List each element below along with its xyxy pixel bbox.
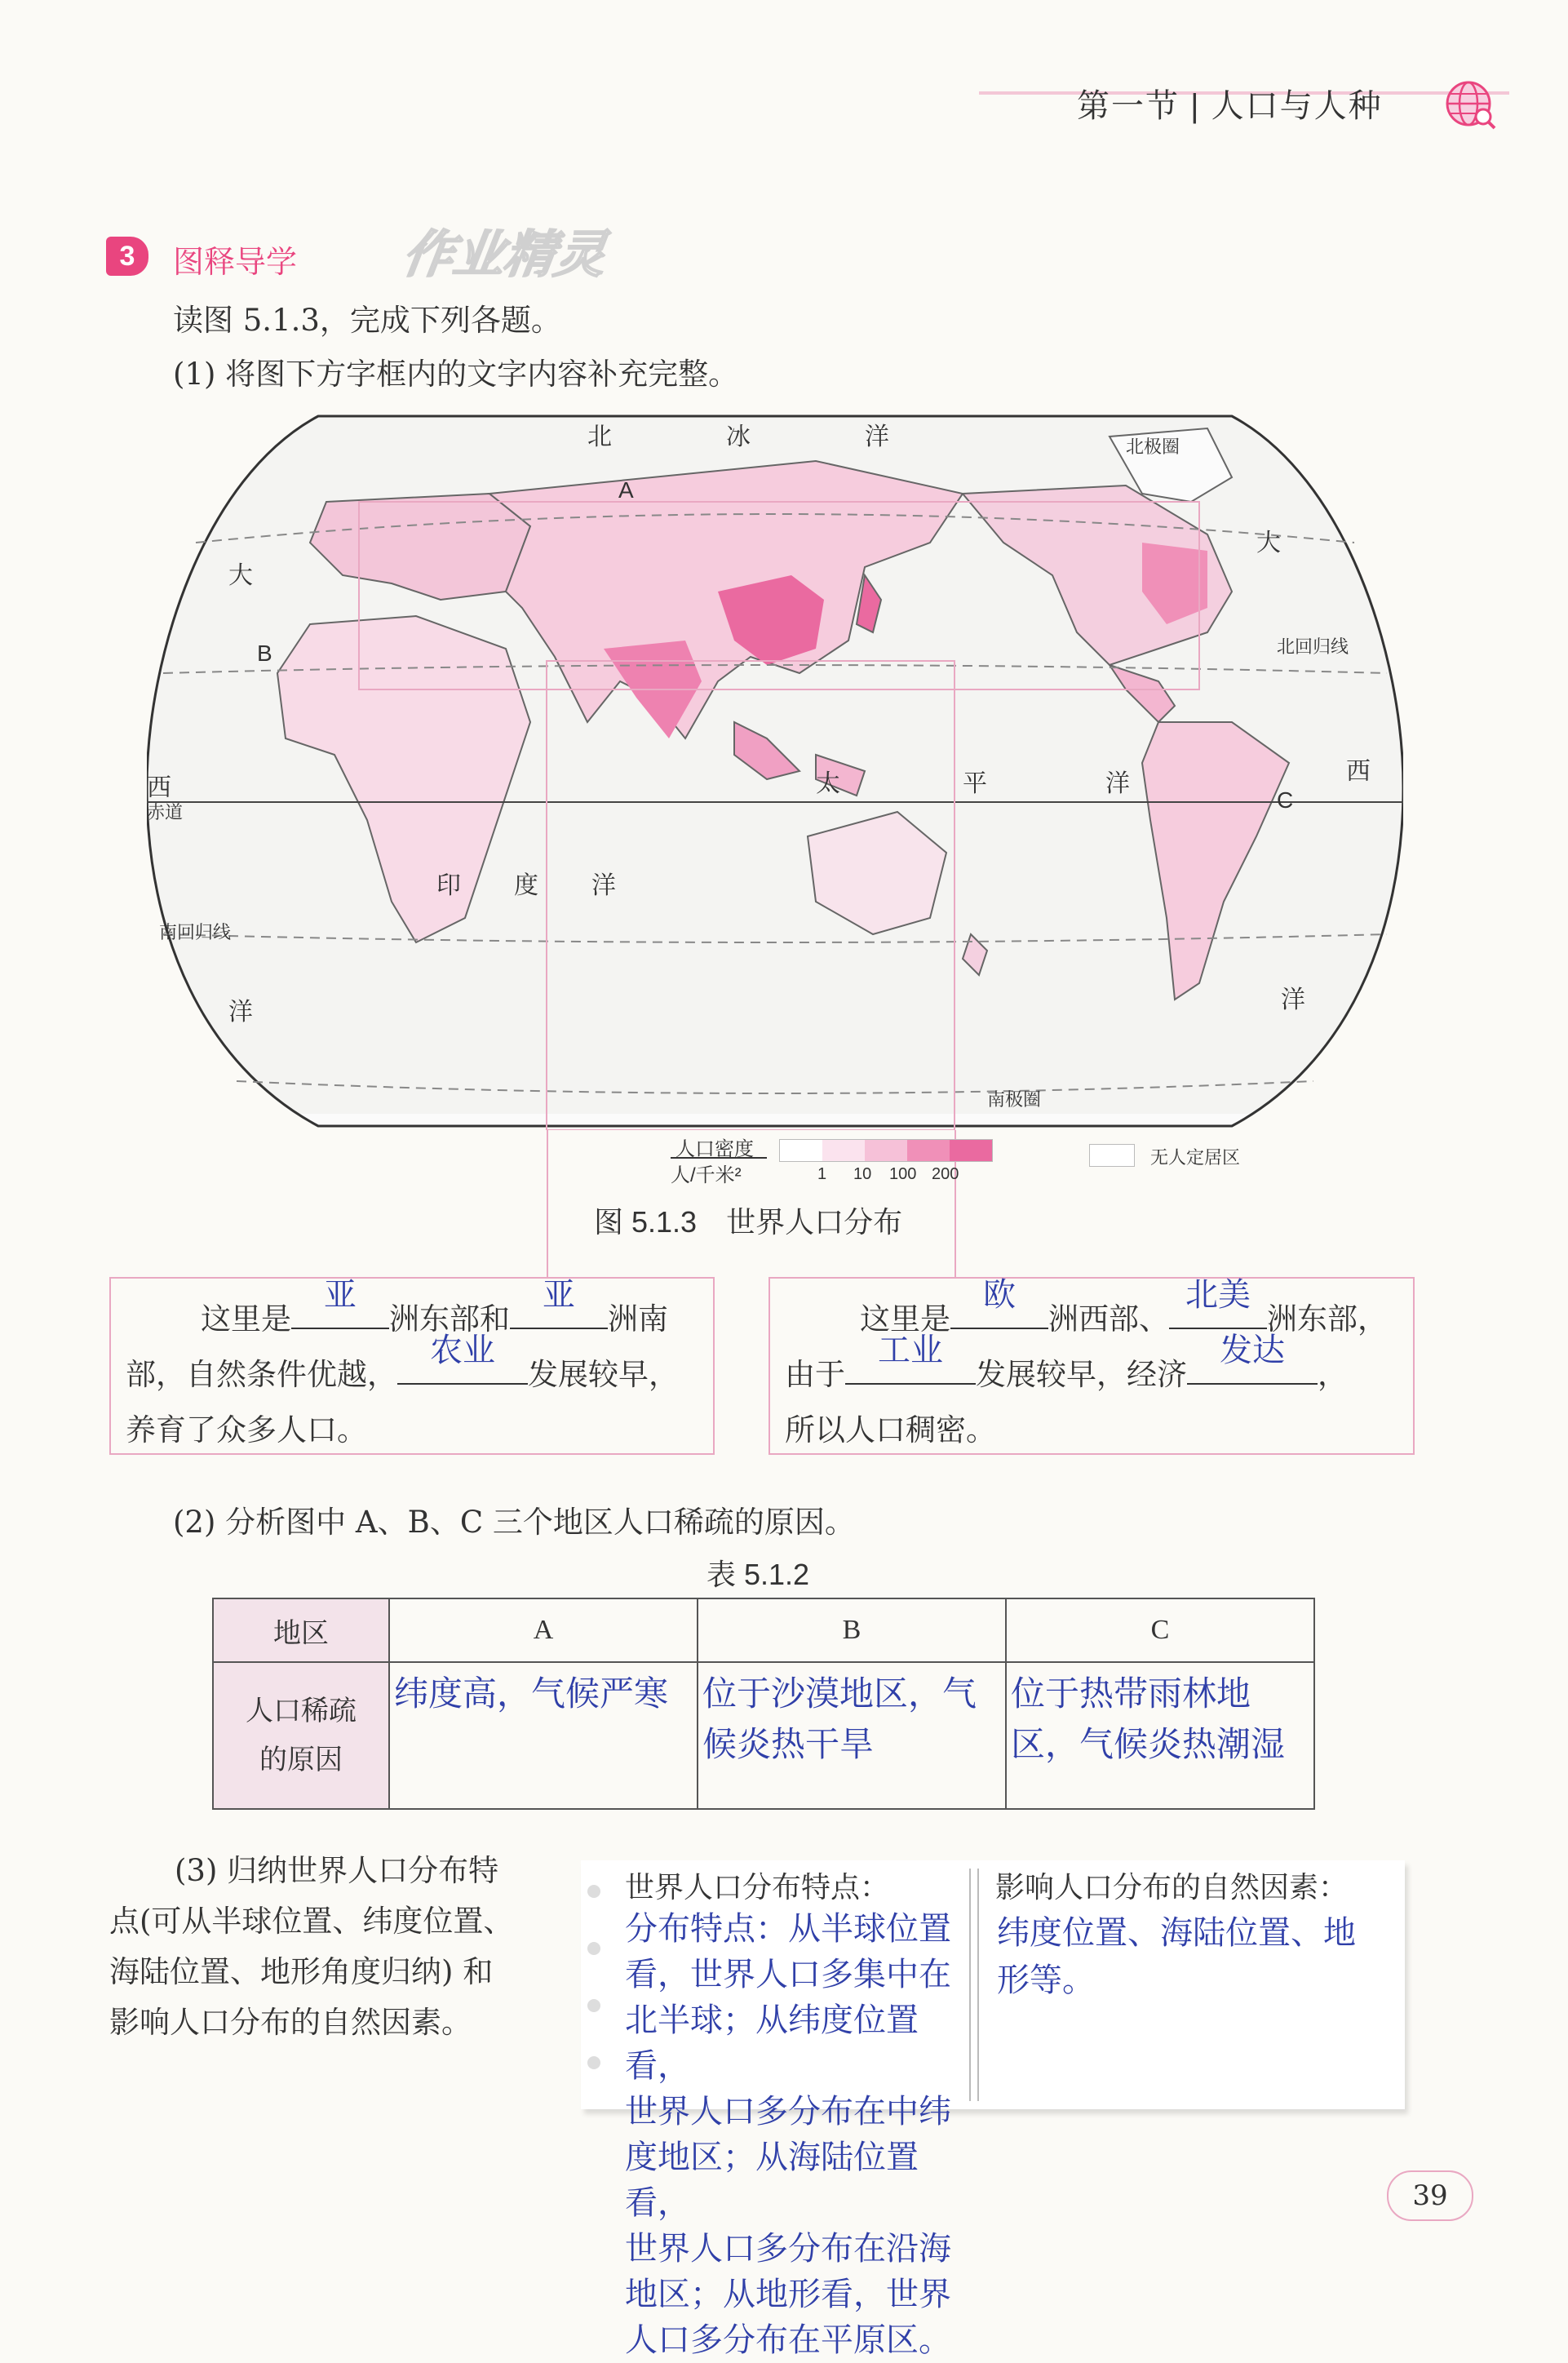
box-left-text-6: 养育了众多人口。 bbox=[126, 1412, 367, 1448]
box-left-answer-3: 农业 bbox=[430, 1332, 495, 1369]
ocean-label-atlantic-left-1: 大 bbox=[228, 562, 253, 589]
box-right-text-7: 所以人口稠密。 bbox=[785, 1412, 996, 1448]
notebook-left-line-1: 分布特点：从半球位置 bbox=[625, 1910, 951, 1948]
table-row-label-1: 人口稀疏 bbox=[246, 1696, 357, 1727]
binding-hole-1 bbox=[587, 1885, 600, 1898]
legend-uninhabited-label: 无人定居区 bbox=[1150, 1147, 1241, 1168]
world-population-map bbox=[147, 412, 1403, 1130]
connector-left bbox=[547, 1130, 548, 1277]
legend-tick-200: 200 bbox=[932, 1165, 959, 1183]
page-number: 39 bbox=[1387, 2170, 1473, 2221]
notebook-left-line-8: 人口多分布在平原区。 bbox=[625, 2321, 951, 2359]
notebook-left-line-3: 北半球；从纬度位置看， bbox=[625, 2002, 919, 2085]
answer-box-europe-america bbox=[768, 1277, 1415, 1455]
equator-label: 赤道 bbox=[147, 802, 184, 822]
answer-box-asia bbox=[109, 1277, 715, 1455]
legend-tick-10: 10 bbox=[853, 1165, 872, 1183]
table-cell-b[interactable] bbox=[698, 1662, 1006, 1809]
box-left-answer-1: 亚 bbox=[324, 1276, 357, 1314]
box-right-blank-4[interactable] bbox=[1187, 1332, 1318, 1385]
box-right-text-2: 洲西部、 bbox=[1048, 1301, 1169, 1337]
table-row-label-2: 的原因 bbox=[259, 1745, 343, 1776]
notebook-right-title: 影响人口分布的自然因素： bbox=[995, 1871, 1349, 1904]
box-right-blank-3[interactable] bbox=[845, 1332, 976, 1385]
question-3-line-1: (3) 归纳世界人口分布特 bbox=[175, 1853, 499, 1888]
ocean-label-indian-3: 洋 bbox=[591, 872, 616, 899]
watermark: 作业精灵 bbox=[399, 227, 610, 283]
box-right-text-5: 发展较早，经济 bbox=[976, 1357, 1187, 1392]
legend-swatch-3 bbox=[907, 1140, 950, 1161]
legend-title-2: 人/千米² bbox=[671, 1164, 742, 1186]
legend-swatch-1 bbox=[822, 1140, 865, 1161]
table-header-c: C bbox=[1006, 1598, 1314, 1662]
antarctic-circle-label: 南极圈 bbox=[987, 1089, 1042, 1110]
question-3-line-2: 点(可从半球位置、纬度位置、 bbox=[109, 1904, 514, 1939]
ocean-label-atlantic-right-2: 西 bbox=[1346, 758, 1371, 785]
box-left-text-3: 洲南 bbox=[608, 1301, 668, 1337]
intro-line-1: 读图 5.1.3，完成下列各题。 bbox=[173, 303, 561, 338]
notebook-left-line-5: 度地区；从海陆位置看， bbox=[625, 2139, 919, 2222]
legend-swatch-2 bbox=[865, 1140, 907, 1161]
table-cell-c[interactable] bbox=[1006, 1662, 1314, 1809]
point-b-label: B bbox=[257, 641, 272, 666]
ocean-label-atlantic-left-3: 洋 bbox=[228, 999, 253, 1026]
question-3 bbox=[109, 1846, 582, 2048]
box-left-text-2: 洲东部和 bbox=[389, 1301, 510, 1337]
intro-line-2: (1) 将图下方字框内的文字内容补充完整。 bbox=[173, 357, 739, 392]
box-right-text-3: 洲东部， bbox=[1267, 1301, 1388, 1337]
box-right-text-1: 这里是 bbox=[860, 1301, 950, 1337]
chapter-header: 第一节 | 人口与人种 bbox=[1077, 88, 1383, 124]
box-right-answer-3: 工业 bbox=[878, 1332, 943, 1369]
legend-tick-100: 100 bbox=[889, 1165, 917, 1183]
ocean-label-atlantic-left-2: 西 bbox=[147, 774, 171, 801]
arctic-circle-label: 北极圈 bbox=[1126, 437, 1180, 457]
ocean-label-atlantic-right-3: 洋 bbox=[1281, 986, 1305, 1013]
legend-title-1: 人口密度 bbox=[675, 1138, 754, 1160]
notebook-right-answer bbox=[997, 1909, 1389, 2004]
question-3-line-4: 影响人口分布的自然因素。 bbox=[109, 2005, 472, 2040]
section-number-badge: 3 bbox=[106, 237, 148, 276]
binding-hole-3 bbox=[587, 1999, 600, 2012]
point-a-label: A bbox=[618, 477, 634, 503]
ocean-label-atlantic-right-1: 大 bbox=[1256, 530, 1281, 556]
figure-caption: 图 5.1.3 世界人口分布 bbox=[594, 1205, 903, 1239]
notebook-left-line-6: 世界人口多分布在沿海 bbox=[625, 2230, 951, 2268]
legend-swatch-0 bbox=[780, 1140, 822, 1161]
notebook-left-line-4: 世界人口多分布在中纬 bbox=[625, 2093, 951, 2130]
question-3-line-3: 海陆位置、地形角度归纳) 和 bbox=[109, 1954, 494, 1989]
box-left-text-1: 这里是 bbox=[201, 1301, 291, 1337]
notebook-left-title: 世界人口分布特点： bbox=[625, 1871, 890, 1904]
box-right-answer-2: 北美 bbox=[1185, 1276, 1251, 1314]
tropic-cancer-label: 北回归线 bbox=[1277, 636, 1349, 657]
binding-hole-2 bbox=[587, 1942, 600, 1955]
answer-b: 位于沙漠地区，气候炎热干旱 bbox=[702, 1674, 977, 1764]
ocean-label-indian-2: 度 bbox=[514, 872, 538, 899]
globe-icon bbox=[1444, 78, 1498, 131]
box-right-text-4: 由于 bbox=[785, 1357, 845, 1392]
ocean-label-pacific-2: 平 bbox=[963, 770, 987, 797]
box-right-answer-4: 发达 bbox=[1220, 1332, 1285, 1369]
table-header-region: 地区 bbox=[213, 1598, 389, 1662]
legend-tick-1: 1 bbox=[817, 1165, 827, 1183]
ocean-label-pacific-1: 太 bbox=[816, 770, 840, 797]
ocean-label-arctic-1: 北 bbox=[587, 423, 612, 450]
table-header-b: B bbox=[698, 1598, 1006, 1662]
box-right-text-6: ， bbox=[1318, 1357, 1348, 1392]
box-left-text-5: 发展较早， bbox=[528, 1357, 679, 1392]
table-caption: 表 5.1.2 bbox=[706, 1558, 810, 1591]
legend-swatch-4 bbox=[950, 1140, 992, 1161]
notebook-left-line-2: 看，世界人口多集中在 bbox=[625, 1956, 951, 1993]
notebook-left-answer bbox=[625, 1906, 976, 2363]
answer-c: 位于热带雨林地区，气候炎热潮湿 bbox=[1011, 1674, 1286, 1764]
ocean-label-arctic-3: 洋 bbox=[865, 423, 889, 450]
table-header-a: A bbox=[389, 1598, 698, 1662]
table-cell-a[interactable] bbox=[389, 1662, 698, 1809]
box-left-blank-3[interactable] bbox=[397, 1332, 528, 1385]
legend-uninhabited-swatch bbox=[1089, 1144, 1135, 1167]
question-2: (2) 分析图中 A、B、C 三个地区人口稀疏的原因。 bbox=[173, 1505, 855, 1540]
point-c-label: C bbox=[1277, 787, 1294, 813]
binding-hole-4 bbox=[587, 2056, 600, 2069]
box-left-blank-1[interactable] bbox=[291, 1276, 389, 1329]
notebook-right-line-2: 形等。 bbox=[997, 1962, 1095, 1999]
box-right-answer-1: 欧 bbox=[983, 1276, 1016, 1314]
sparse-population-table bbox=[212, 1598, 1315, 1810]
ocean-label-arctic-2: 冰 bbox=[726, 423, 751, 450]
answer-a: 纬度高，气候严寒 bbox=[394, 1674, 669, 1714]
box-left-text-4: 部，自然条件优越， bbox=[126, 1357, 397, 1392]
box-left-answer-2: 亚 bbox=[543, 1276, 575, 1314]
ocean-label-pacific-3: 洋 bbox=[1105, 770, 1130, 797]
ocean-label-indian-1: 印 bbox=[436, 872, 461, 899]
legend-color-scale bbox=[779, 1139, 993, 1162]
tropic-capricorn-label: 南回归线 bbox=[159, 922, 232, 942]
section-title: 图释导学 bbox=[173, 246, 298, 280]
table-row-label bbox=[213, 1662, 389, 1809]
notebook-right-line-1: 纬度位置、海陆位置、地 bbox=[997, 1914, 1356, 1952]
notebook-left-line-7: 地区；从地形看，世界 bbox=[625, 2276, 951, 2313]
